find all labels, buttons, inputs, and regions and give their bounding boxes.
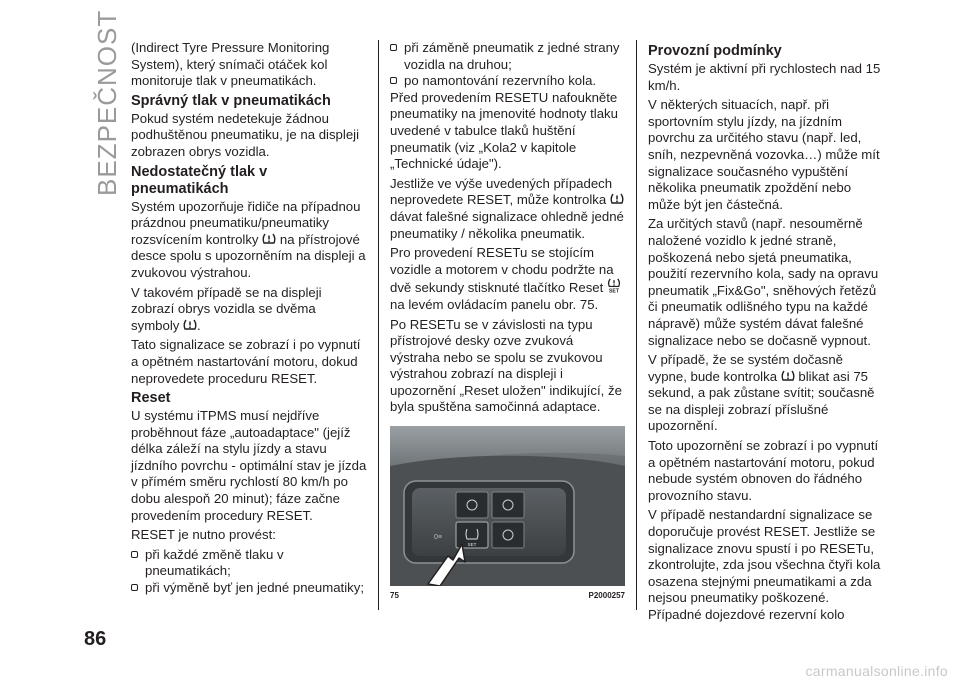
heading-reset: Reset [131,390,171,407]
tpms-warning-icon [610,192,624,205]
tpms-set-icon [607,278,621,293]
heading-correct-pressure: Správný tlak v pneumatikách [131,92,331,109]
figure-code: P2000257 [588,591,625,601]
paragraph: V případě nestandardní signalizace se doporučuje provést RESET. Jestliže se signalizace znovu spustí i po RESETu, zkontrolujte, zda jsou všechna čtyři kola osazena stejnými pneumatikami a zda nejsou pneumatiky poškozené. Případné dojezdové rezervní kolo [648,507,881,622]
paragraph: V některých situacích, např. při sportovním stylu jízdy, na jízdním povrchu za určitého stavu (např. led, sníh, nezpevněná vozovka…) může mít signalizace současného vypuštění několika pneumatik zpoždění nebo může být jen částečná. [648,97,880,212]
paragraph: Jestliže ve výše uvedených případech neprovedete RESET, může kontrolka dávat falešné signalizace ohledně jedné pneumatiky / několika pneumatik. [390,175,624,241]
paragraph: V takovém případě se na displeji zobrazí obrys vozidla se dvěma symboly . [131,284,322,333]
paragraph: Po RESETu se v závislosti na typu přístrojové desky ozve zvuková výstraha nebo se spolu se zvukovou výstrahou zobrazí na displeji i upozornění „Reset uložen" indikující, že byla spuštěna samočinná adaptace. [390,316,622,415]
heading-operating-conditions: Provozní podmínky [648,43,782,59]
paragraph: RESET je nutno provést: [131,527,276,543]
paragraph: Systém upozorňuje řidiče na případnou prázdnou pneumatiku/pneumatiky rozsvícením kontrolky na přístrojové desce spolu s upozorněním na displeji a zvukovou výstrahou. [131,198,366,280]
list-item: při záměně pneumatik z jedné strany vozidla na druhou; [390,40,625,73]
svg-text:SET: SET [467,542,477,548]
section-label: BEZPEČNOST [92,9,122,196]
paragraph: U systému iTPMS musí nejdříve proběhnout fáze „autoadaptace" (jejíž délka záleží na stylu jízdy a stavu jízdního povrchu - optimální stav je jízda v přímém směru rychlostí 80 km/h po dobu alespoň 20 minut); fáze začne provedením procedury RESET. [131,408,367,523]
column-3 [648,40,882,627]
paragraph: Před provedením RESETU nafoukněte pneumatiky na jmenovité hodnoty tlaku uvedené v tabulce tlaků huštění pneumatik (viz „Kola2 v kapitole „Technické údaje"). [390,89,618,172]
tpms-warning-icon [781,369,795,382]
column-2 [390,40,625,605]
column-divider [636,40,637,610]
paragraph: Toto upozornění se zobrazí i po vypnutí a opětném nastartování motoru, pokud nebude systém obnoven do řádného provozního stavu. [648,438,879,503]
page-number: 86 [84,628,107,650]
paragraph: Pokud systém nedetekuje žádnou podhuštěnou pneumatiku, je na displeji zobrazen obrys vozidla. [131,110,360,159]
figure-number: 75 [390,591,399,601]
list-item: při každé změně tlaku v pneumatikách; [131,547,367,580]
paragraph: Systém je aktivní při rychlostech nad 15 km/h. [648,61,881,93]
figure-reset-button-panel [390,426,625,586]
dashboard-panel-illustration [390,426,625,586]
paragraph: Za určitých stavů (např. nesouměrně naložené vozidlo k jedné straně, poškozená nebo sjetá pneumatika, použití rezervního kola, sady na opravu pneumatik „Fix&Go", sněhových řetězů či pneumatik odlišného typu na každé nápravě) může systém dávat falešné signalizace nebo se dočasně vypnout. [648,216,879,348]
column-1 [131,40,367,597]
paragraph: Tato signalizace se zobrazí i po vypnutí a opětném nastartování motoru, dokud neprovedete proceduru RESET. [131,337,361,386]
tpms-warning-icon [183,318,197,331]
bullet-list [390,40,625,90]
intro-paragraph: (Indirect Tyre Pressure Monitoring System), který snímači otáček kol monitoruje tlak v pneumatikách. [131,40,330,89]
tpms-warning-icon [262,232,276,245]
bullet-list [131,547,367,597]
paragraph: Pro provedení RESETu se stojícím vozidle a motorem v chodu podržte na dvě sekundy stisknuté tlačítko Reset SET na levém ovládacím panelu obr. 75. [390,245,619,312]
svg-text:0≡: 0≡ [434,534,442,542]
column-divider [378,40,379,610]
heading-low-pressure: Nedostatečný tlak v pneumatikách [131,163,268,197]
paragraph: V případě, že se systém dočasně vypne, bude kontrolka blikat asi 75 sekund, a pak zůstane svítit; současně se na displeji zobrazí příslušné upozornění. [648,352,875,434]
list-item: po namontování rezervního kola. [390,73,625,90]
watermark: carmanualsonline.info [805,663,948,679]
figure-caption [390,588,625,605]
list-item: při výměně byť jen jedné pneumatiky; [131,580,367,597]
svg-text:SET: SET [608,288,619,294]
